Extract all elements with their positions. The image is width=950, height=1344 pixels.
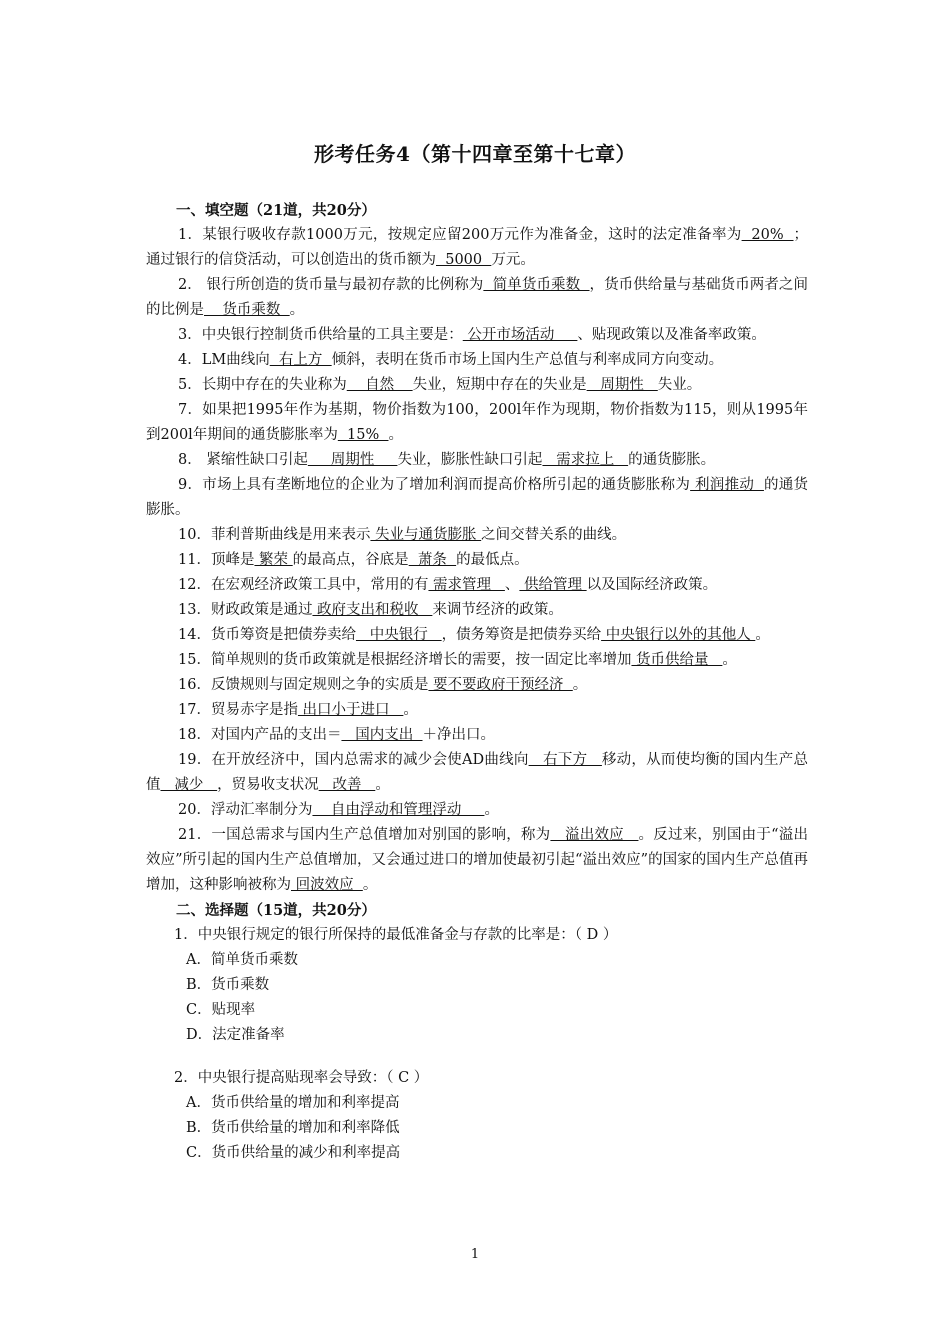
document-body	[146, 198, 808, 1166]
page-number: 1	[470, 1247, 480, 1262]
mc1-option-d: D．法定准备率	[186, 1027, 285, 1043]
question-9: 9．市场上具有垄断地位的企业为了增加利润而提高价格所引起的通货膨胀称为 利润推动 的通货膨胀。	[146, 477, 809, 518]
question-15: 15．简单规则的货币政策就是根据经济增长的需要，按一固定比率增加 货币供给量 。	[178, 652, 737, 668]
question-5: 5．长期中存在的失业称为 自然 失业，短期中存在的失业是 周期性 失业。	[178, 377, 702, 393]
section-heading-multiple-choice: 二、选择题（15道，共20分）	[176, 902, 376, 919]
question-12: 12．在宏观经济政策工具中，常用的有 需求管理 、 供给管理 以及国际经济政策。	[178, 577, 718, 593]
mc2-option-c: C．货币供给量的减少和利率提高	[186, 1145, 401, 1161]
mc2-option-b: B．货币供给量的增加和利率降低	[186, 1120, 400, 1136]
mc1-option-c: C．贴现率	[186, 1002, 256, 1018]
question-2: 2． 银行所创造的货币量与最初存款的比例称为 简单货币乘数 ，货币供给量与基础货币两者之间的比例是 货币乘数 。	[146, 277, 808, 318]
section-heading-fill-in: 一、填空题（21道，共20分）	[176, 202, 376, 219]
question-8: 8． 紧缩性缺口引起 周期性 失业，膨胀性缺口引起 需求拉上 的通货膨胀。	[178, 452, 716, 468]
question-13: 13．财政政策是通过 政府支出和税收 来调节经济的政策。	[178, 602, 563, 618]
mc1-option-a: A．简单货币乘数	[186, 952, 298, 968]
question-18: 18．对国内产品的支出＝ 国内支出 ＋净出口。	[178, 727, 495, 743]
question-1: 1．某银行吸收存款1000万元，按规定应留200万元作为准备金，这时的法定准备率为 20% ；通过银行的信贷活动，可以创造出的货币额为 5000 万元。	[146, 227, 808, 268]
question-20: 20．浮动汇率制分为 自由浮动和管理浮动 。	[178, 802, 499, 818]
question-10: 10．菲利普斯曲线是用来表示 失业与通货膨胀 之间交替关系的曲线。	[178, 527, 627, 543]
question-3: 3．中央银行控制货币供给量的工具主要是： 公开市场活动 、贴现政策以及准备率政策。	[178, 327, 766, 343]
spacer	[146, 1048, 808, 1066]
question-11: 11．顶峰是 繁荣 的最高点，谷底是 萧条 的最低点。	[178, 552, 529, 568]
question-4: 4．LM曲线向 右上方 倾斜，表明在货币市场上国内生产总值与利率成同方向变动。	[178, 352, 724, 368]
mc1-option-b: B．货币乘数	[186, 977, 270, 993]
mc-question-2: 2．中央银行提高贴现率会导致：（ C ）	[174, 1070, 429, 1086]
mc2-option-a: A．货币供给量的增加和利率提高	[186, 1095, 400, 1111]
question-19: 19．在开放经济中，国内总需求的减少会使AD曲线向 右下方 移动，从而使均衡的国内生产总值 减少 ，贸易收支状况 改善 。	[146, 752, 809, 793]
question-21: 21．一国总需求与国内生产总值增加对别国的影响，称为 溢出效应 。反过来，别国由于“溢出效应”所引起的国内生产总值增加，又会通过进口的增加使最初引起“溢出效应”的国家的国内生产总值再增加，这种影响被称为 回波效应 。	[146, 827, 809, 893]
question-17: 17．贸易赤字是指 出口小于进口 。	[178, 702, 418, 718]
mc-question-1: 1．中央银行规定的银行所保持的最低准备金与存款的比率是：（ D ）	[174, 927, 618, 943]
question-7: 7．如果把1995年作为基期，物价指数为100，200l年作为现期，物价指数为115，则从1995年到200l年期间的通货膨胀率为 15% 。	[146, 402, 808, 443]
question-16: 16．反馈规则与固定规则之争的实质是 要不要政府干预经济 。	[178, 677, 588, 693]
document-title: 形考任务4（第十四章至第十七章）	[314, 142, 636, 166]
question-14: 14．货币筹资是把债券卖给 中央银行 ，债务筹资是把债券买给 中央银行以外的其他人 。	[178, 627, 770, 643]
